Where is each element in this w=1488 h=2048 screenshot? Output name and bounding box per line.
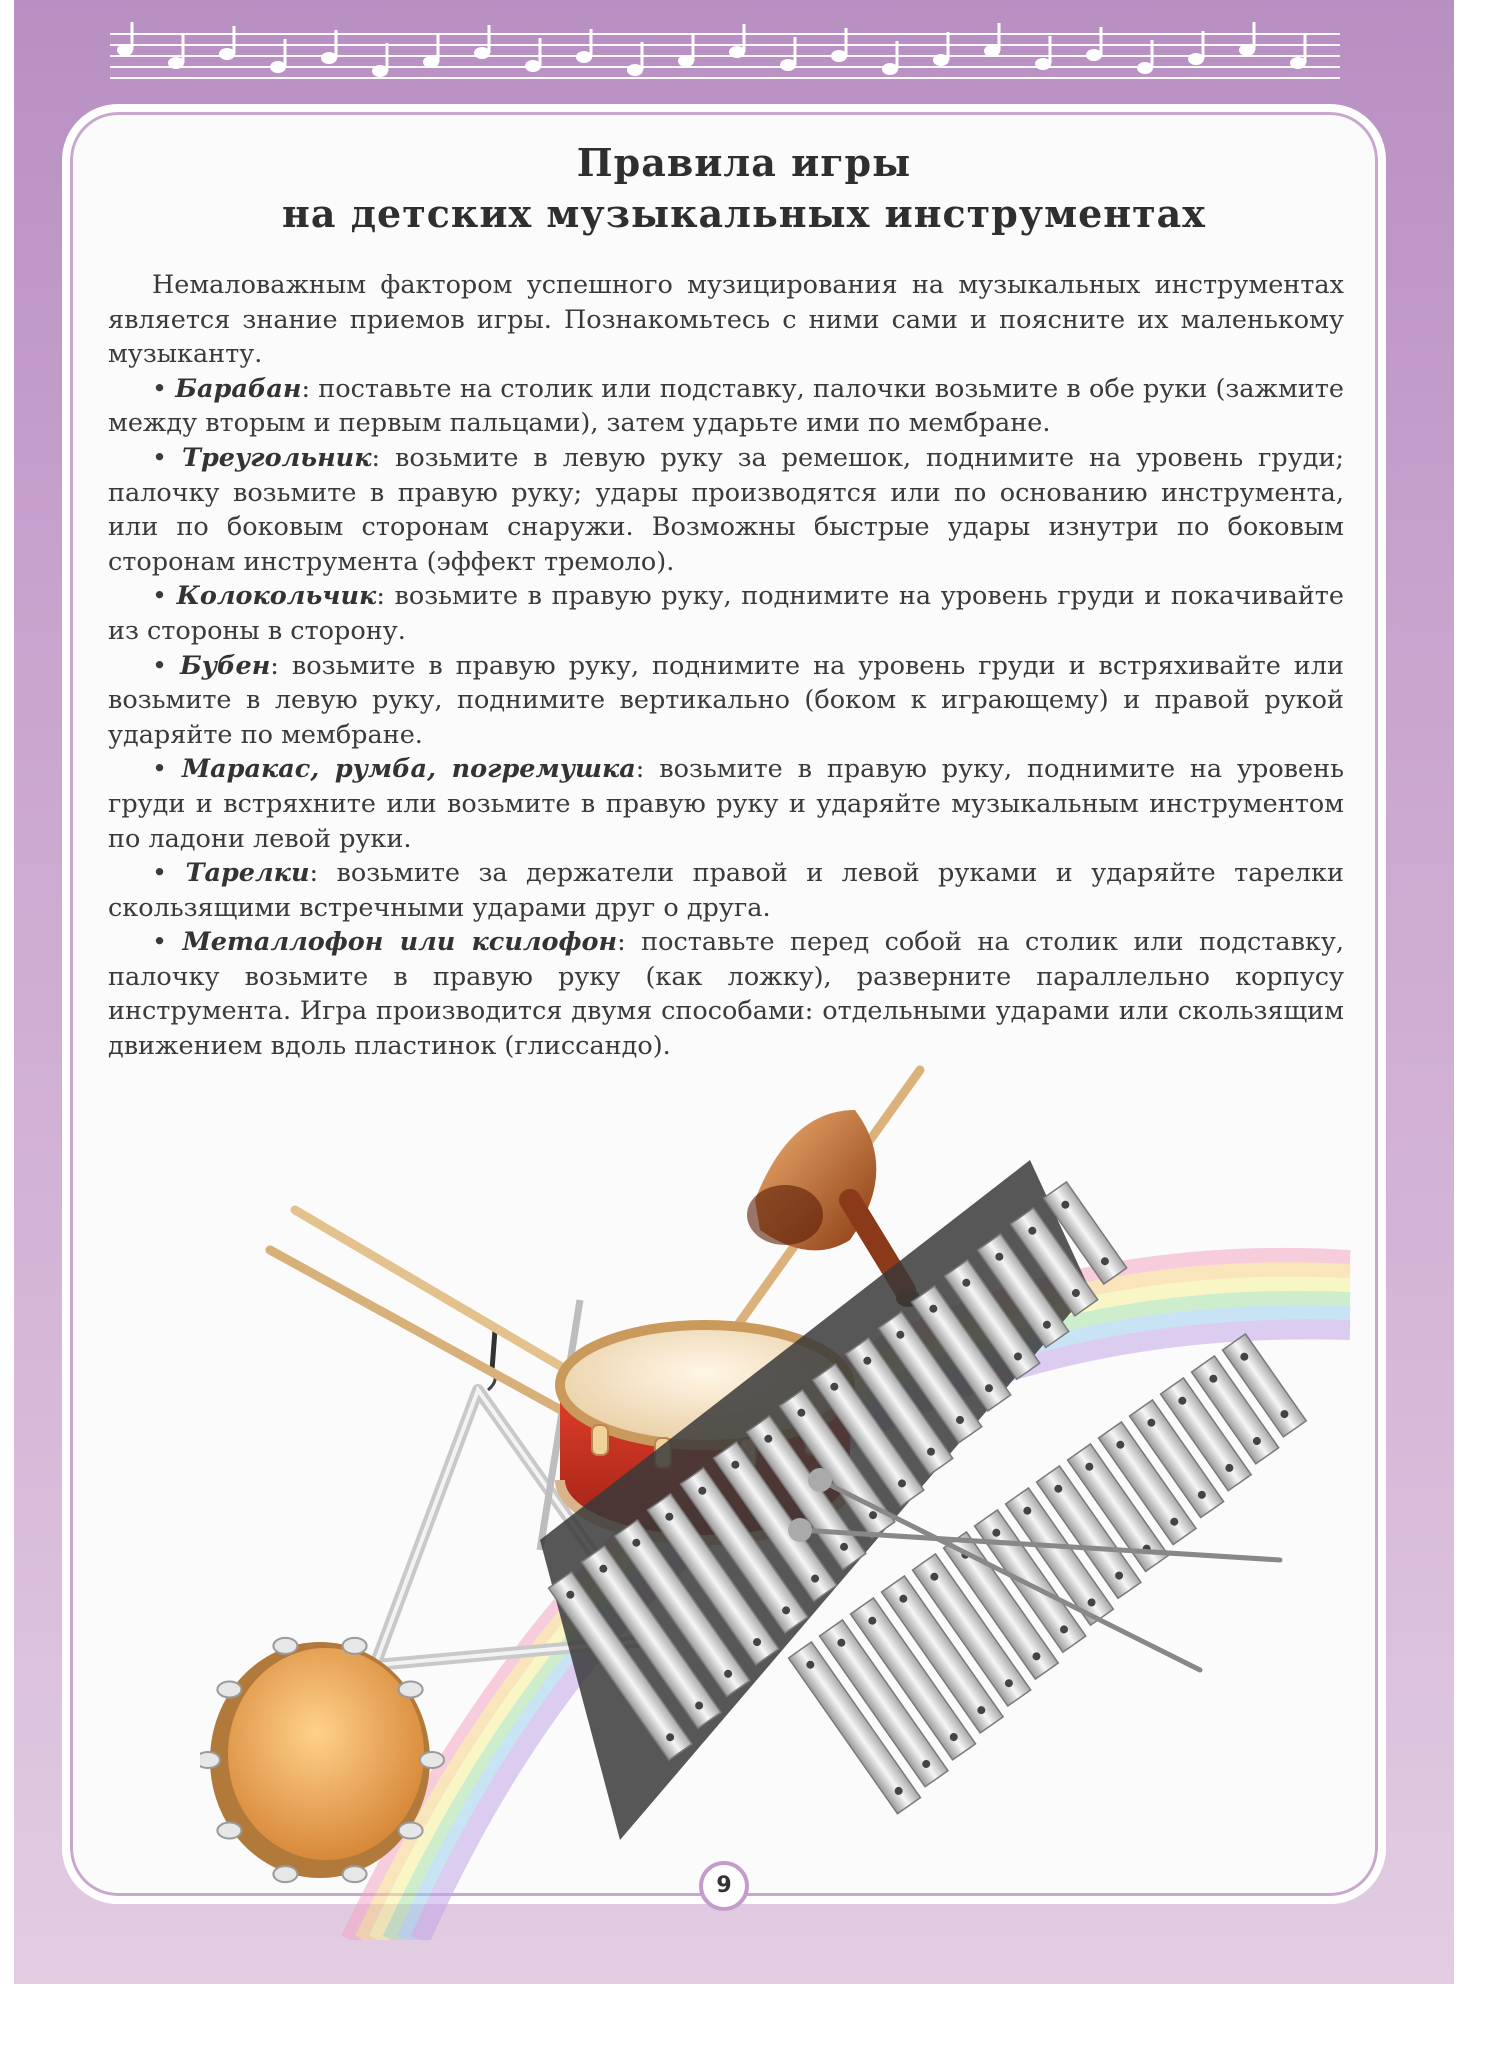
bullet: • xyxy=(152,442,182,473)
instrument-term: Маракас, румба, погремушка xyxy=(181,754,636,785)
rule-item xyxy=(108,856,1344,925)
page-number: 9 xyxy=(699,1861,749,1911)
instrument-term: Барабан xyxy=(175,373,302,404)
rule-description: : возьмите в правую руку, поднимите на уровень груди и встряхните или возьмите в правую руку и ударяйте музыкальным инструментом по ладони левой руки. xyxy=(108,754,1344,854)
rules-list xyxy=(108,372,1344,1064)
intro-paragraph: Немаловажным фактором успешного музицирования на музыкальных инструментах является знание приемов игры. Познакомьтесь с ними сами и поясните их маленькому музыканту. xyxy=(108,270,1344,370)
rule-description: : поставьте перед собой на столик или подставку, палочку возьмите в правую руку (как ложку), разверните параллельно корпусу инструмента. Игра производится двумя способами: отдельными ударами или скользящим движением вдоль пластинок (глиссандо). xyxy=(108,927,1344,1062)
instrument-term: Бубен xyxy=(180,650,271,681)
bullet: • xyxy=(152,927,183,958)
instrument-term: Колокольчик xyxy=(176,581,377,612)
instrument-term: Тарелки xyxy=(185,858,310,889)
rule-description: : поставьте на столик или подставку, палочки возьмите в обе руки (зажмите между вторым и первым пальцами), затем ударьте ими по мембране. xyxy=(108,373,1344,439)
bullet: • xyxy=(152,373,176,404)
bullet: • xyxy=(152,858,186,889)
rule-item xyxy=(108,579,1344,648)
instrument-term: Металлофон или ксилофон xyxy=(182,927,618,958)
page-title-line-1: Правила игры xyxy=(576,140,912,185)
bullet: • xyxy=(152,754,182,785)
rule-description: : возьмите за держатели правой и левой руками и ударяйте тарелки скользящими встречными ударами друг о друга. xyxy=(108,858,1344,923)
rule-item xyxy=(108,649,1344,753)
rule-item xyxy=(108,441,1344,579)
bullet: • xyxy=(152,581,177,612)
page-title-line-2: на детских музыкальных инструментах xyxy=(282,191,1206,236)
rule-description: : возьмите в левую руку за ремешок, поднимите на уровень груди; палочку возьмите в правую руку; удары производятся или по основанию инструмента, или по боковым сторонам снаружи. Возможны быстрые удары изнутри по боковым сторонам инструмента (эффект тремоло). xyxy=(108,442,1345,577)
instruments-illustration xyxy=(200,1040,1440,1940)
rule-item xyxy=(108,372,1344,441)
rule-description: : возьмите в правую руку, поднимите на уровень груди и встряхивайте или возьмите в левую руку, поднимите вертикально (боком к играющему) и правой рукой ударяйте по мембране. xyxy=(108,650,1344,750)
music-staff-decoration xyxy=(110,20,1340,90)
instrument-term: Треугольник xyxy=(181,442,372,473)
bullet: • xyxy=(152,650,181,681)
rule-description: : возьмите в правую руку, поднимите на уровень груди и покачивайте из стороны в сторону. xyxy=(108,581,1344,646)
rules-text xyxy=(108,268,1344,1064)
rule-item xyxy=(108,752,1344,856)
